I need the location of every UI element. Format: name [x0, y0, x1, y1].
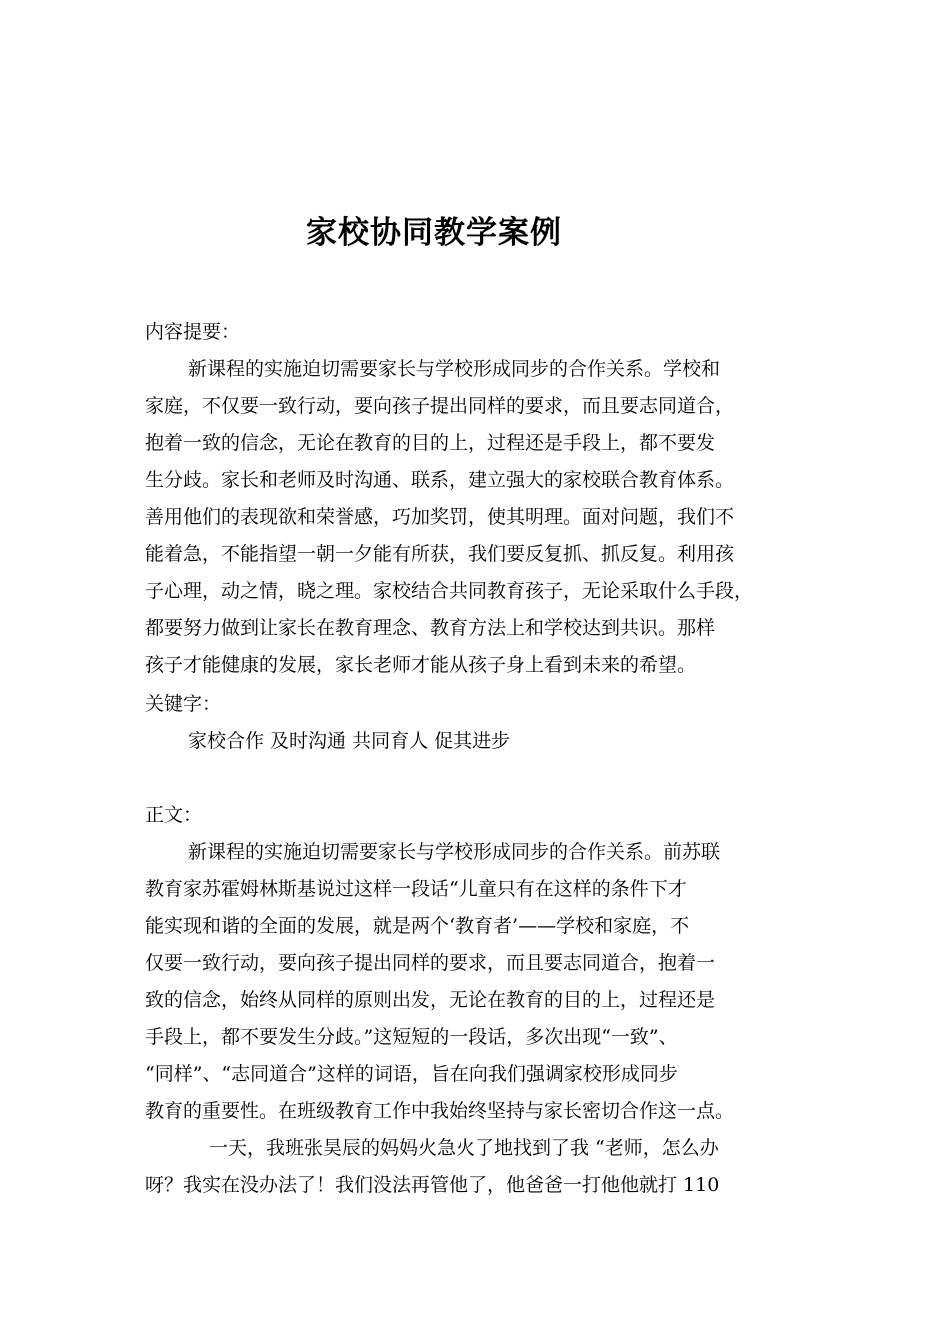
- keywords-text: 家校合作 及时沟通 共同育人 促其进步: [188, 730, 511, 752]
- summary-line: 孩子才能健康的发展，家长老师才能从孩子身上看到未来的希望。: [145, 654, 697, 676]
- summary-line: 家庭，不仅要一致行动，要向孩子提出同样的要求，而且要志同道合，: [145, 395, 735, 417]
- body-line: 呀？我实在没办法了！我们没法再管他了，他爸爸一打他他就打 110: [145, 1174, 720, 1196]
- body-line: 仅要一致行动，要向孩子提出同样的要求，而且要志同道合，抱着一: [145, 952, 716, 974]
- summary-line: 善用他们的表现欲和荣誉感，巧加奖罚，使其明理。面对问题，我们不: [145, 506, 735, 528]
- summary-line: 新课程的实施迫切需要家长与学校形成同步的合作关系。学校和: [188, 358, 721, 380]
- summary-section: [145, 314, 825, 684]
- summary-label: 内容提要：: [145, 321, 241, 343]
- body-line: 新课程的实施迫切需要家长与学校形成同步的合作关系。前苏联: [188, 841, 721, 863]
- body-line: 致的信念，始终从同样的原则出发，无论在教育的目的上，过程还是: [145, 989, 716, 1011]
- document-title: 家校协同教学案例: [306, 214, 562, 251]
- body-section: [145, 797, 825, 1204]
- summary-line: 子心理，动之情，晓之理。家校结合共同教育孩子，无论采取什么手段，: [145, 580, 754, 602]
- summary-line: 抱着一致的信念，无论在教育的目的上，过程还是手段上，都不要发: [145, 432, 716, 454]
- body-label: 正文：: [145, 804, 203, 826]
- summary-line: 生分歧。家长和老师及时沟通、联系，建立强大的家校联合教育体系。: [145, 469, 735, 491]
- body-line: 教育家苏霍姆林斯基说过这样一段话“儿童只有在这样的条件下才: [145, 878, 687, 900]
- body-line: 能实现和谐的全面的发展，就是两个‘教育者’——学校和家庭，不: [145, 915, 690, 937]
- body-line: “同样”、“志同道合”这样的词语，旨在向我们强调家校形成同步: [145, 1063, 678, 1085]
- body-line: 一天，我班张昊辰的妈妈火急火了地找到了我 “老师，怎么办: [209, 1137, 719, 1159]
- keywords-label: 关键字：: [145, 693, 222, 715]
- summary-line: 能着急，不能指望一朝一夕能有所获，我们要反复抓、抓反复。利用孩: [145, 543, 735, 565]
- body-line: 手段上，都不要发生分歧。”这短短的一段话，多次出现“一致”、: [145, 1026, 678, 1048]
- keywords-section: [145, 686, 825, 760]
- summary-line: 都要努力做到让家长在教育理念、教育方法上和学校达到共识。那样: [145, 617, 716, 639]
- body-line: 教育的重要性。在班级教育工作中我始终坚持与家长密切合作这一点。: [145, 1100, 735, 1122]
